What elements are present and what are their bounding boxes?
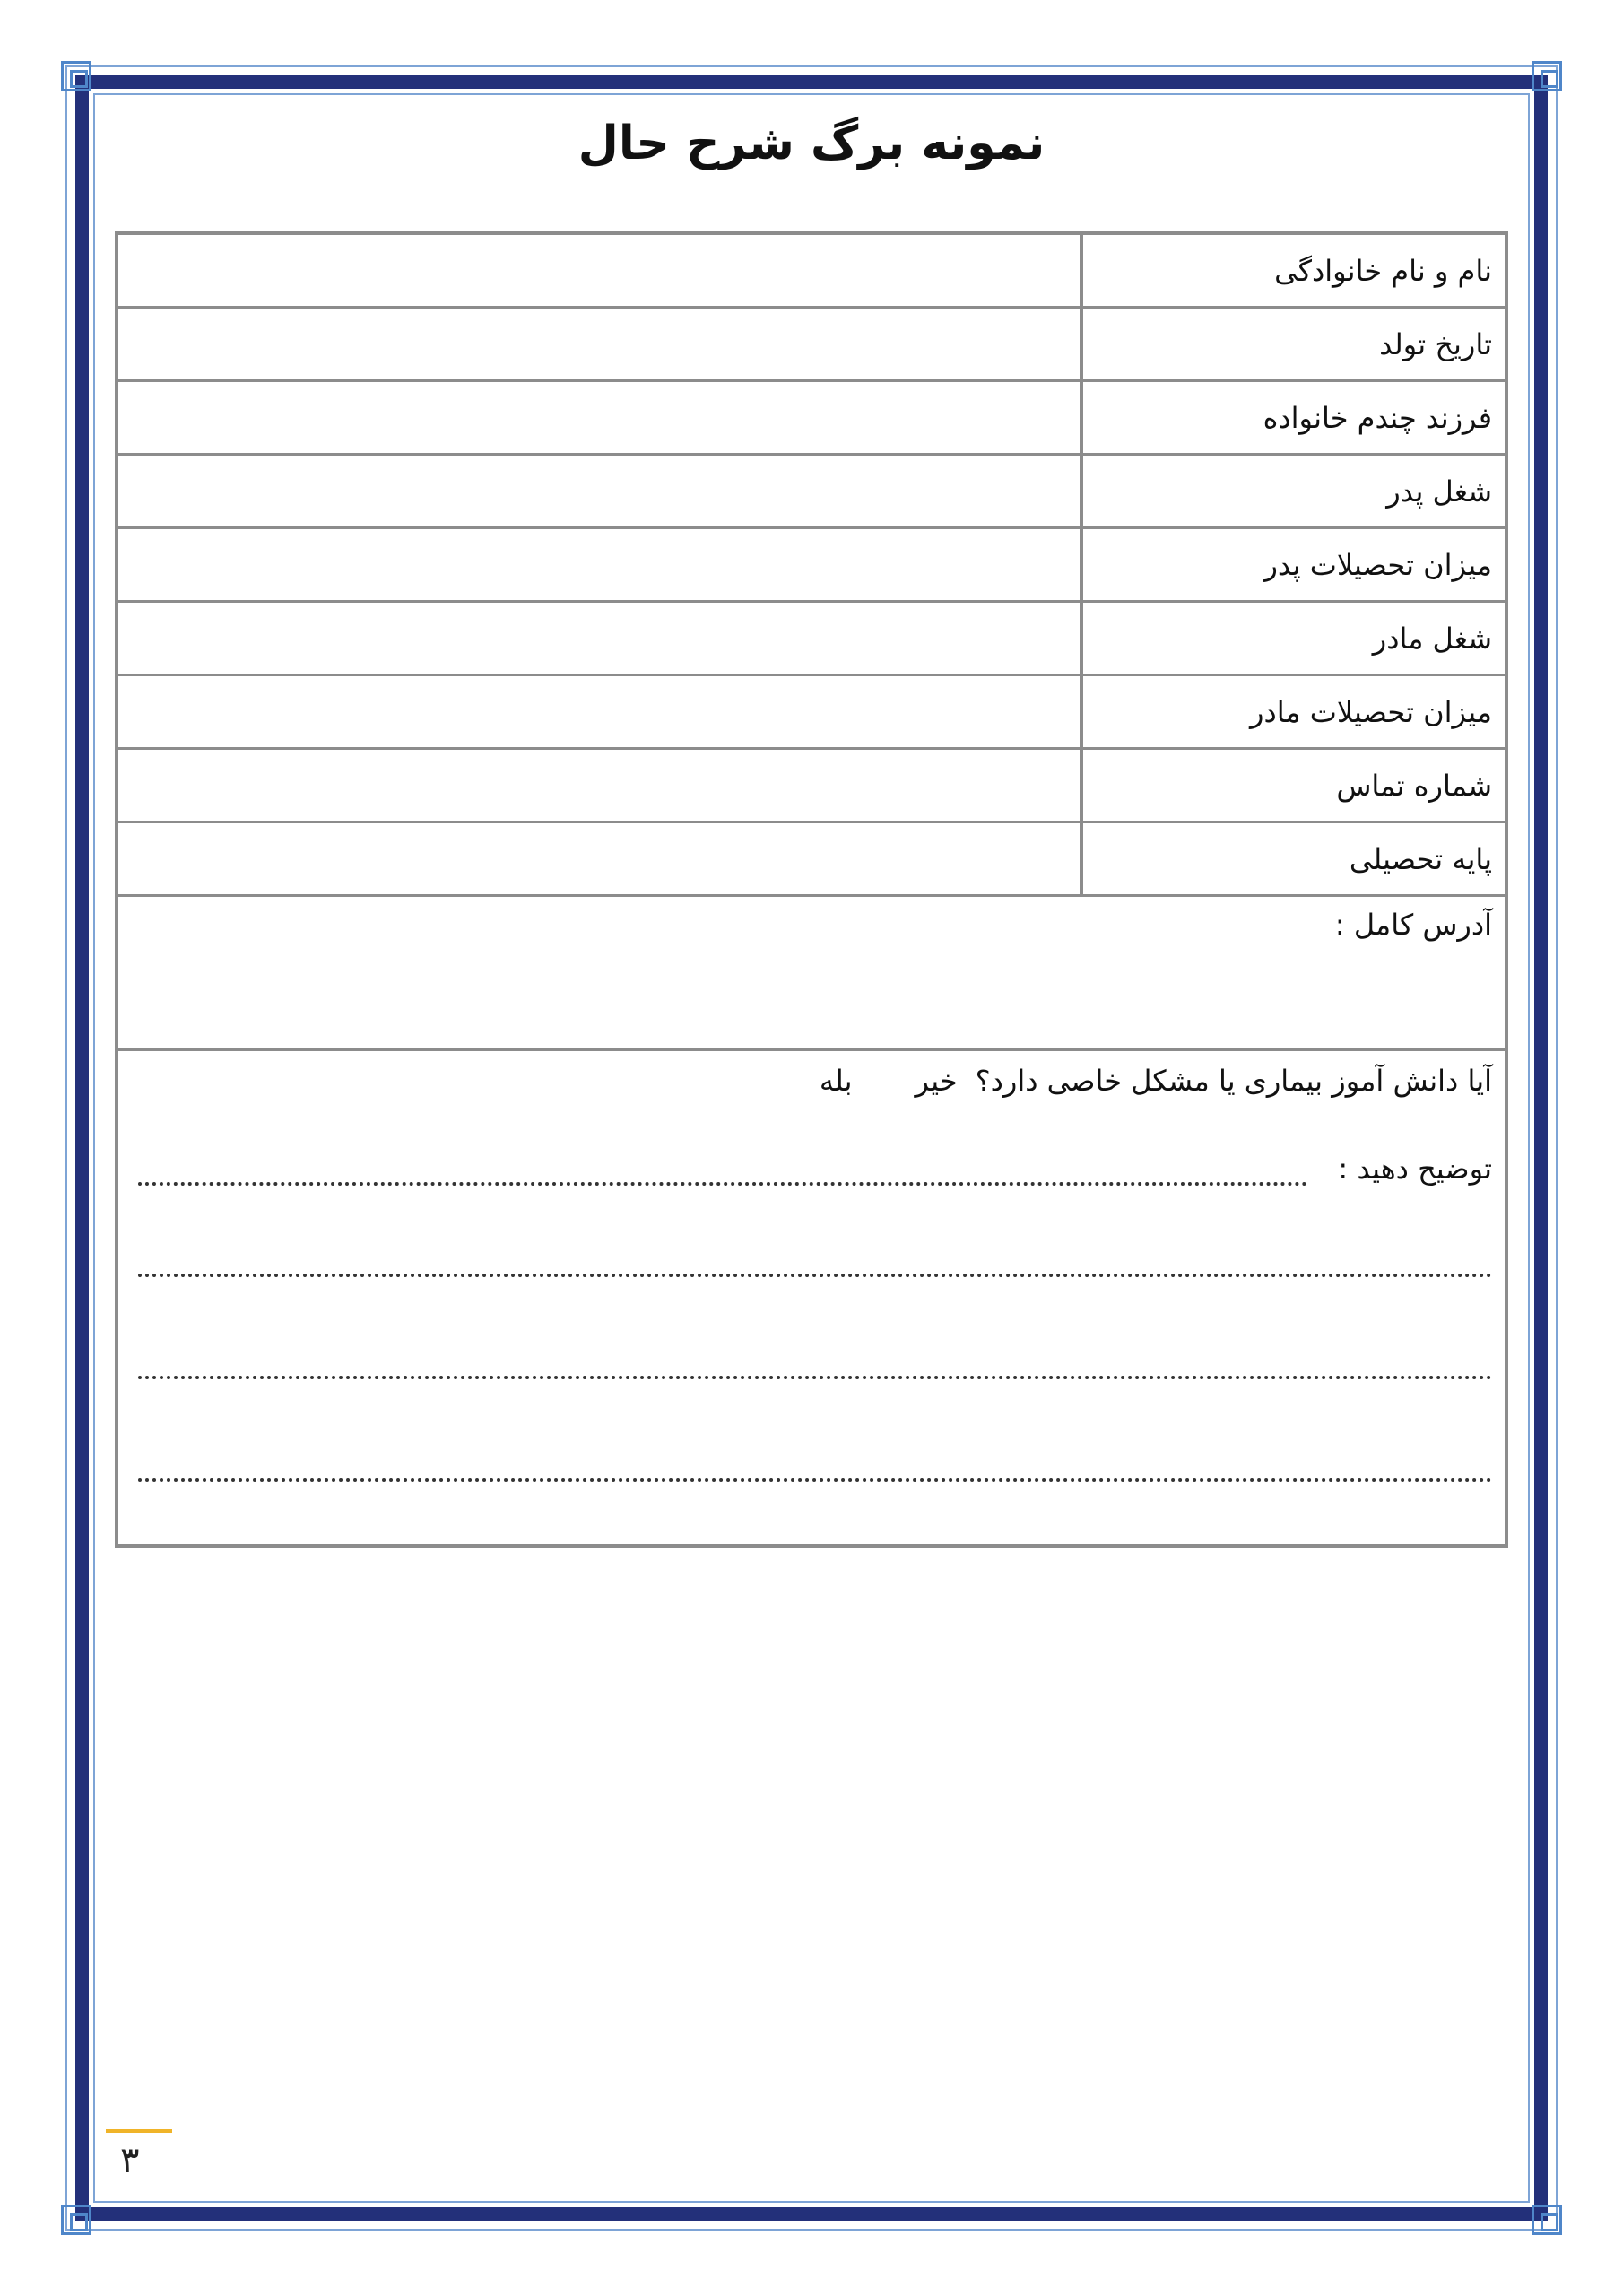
form-row-father-education [118,529,1505,603]
field-label: شغل مادر [1080,603,1505,674]
page-title: نمونه برگ شرح حال [577,117,1046,170]
field-label: نام و نام خانوادگی [1080,235,1505,306]
page-number-accent-line [106,2129,172,2133]
health-question [820,1064,1492,1098]
field-label: فرزند چندم خانواده [1080,382,1505,453]
health-section [118,1051,1505,1652]
birth-date-field[interactable] [118,309,1080,379]
health-question-text: آیا دانش آموز بیماری یا مشکل خاصی دارد؟ [975,1064,1492,1098]
form-row-father-job [118,456,1505,529]
form-row-full-name [118,235,1505,309]
full-name-field[interactable] [118,235,1080,306]
field-label: شغل پدر [1080,456,1505,526]
child-order-field[interactable] [118,382,1080,453]
field-label: شماره تماس [1080,750,1505,821]
explain-line-2[interactable] [138,1274,1492,1277]
form-row-child-order [118,382,1505,456]
address-label: آدرس کامل : [1334,908,1492,942]
form-row-birth-date [118,309,1505,382]
biography-form [115,231,1508,1548]
corner-ornament-icon [1532,61,1562,91]
corner-ornament-icon [61,61,91,91]
form-row-mother-education [118,676,1505,750]
mother-education-field[interactable] [118,676,1080,747]
form-row-phone [118,750,1505,823]
father-education-field[interactable] [118,529,1080,600]
corner-ornament-icon [61,2205,91,2235]
field-label: پایه تحصیلی [1080,823,1505,894]
option-no[interactable]: خیر [915,1064,958,1098]
option-yes[interactable]: بله [819,1064,853,1098]
phone-field[interactable] [118,750,1080,821]
page-number: ۳ [120,2140,140,2181]
form-row-mother-job [118,603,1505,676]
form-row-grade [118,823,1505,897]
field-label: تاریخ تولد [1080,309,1505,379]
explain-label: توضیح دهید : [1338,1152,1492,1186]
corner-ornament-icon [1532,2205,1562,2235]
father-job-field[interactable] [118,456,1080,526]
explain-line-4[interactable] [138,1478,1492,1482]
mother-job-field[interactable] [118,603,1080,674]
explain-line-3[interactable] [138,1376,1492,1379]
grade-field[interactable] [118,823,1080,894]
explain-line-1[interactable] [138,1182,1307,1186]
field-label: میزان تحصیلات مادر [1080,676,1505,747]
address-field[interactable] [118,897,1505,1051]
field-label: میزان تحصیلات پدر [1080,529,1505,600]
